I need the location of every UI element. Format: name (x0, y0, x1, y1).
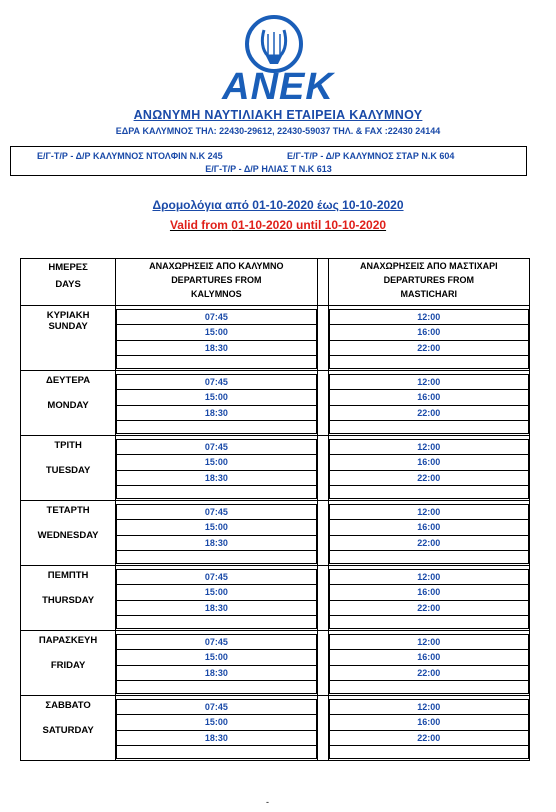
day-en: WEDNESDAY (37, 530, 99, 541)
brand-name: ANEK (222, 66, 334, 108)
header-days (21, 259, 116, 306)
departure-time: 15:00 (117, 325, 315, 340)
company-name: ΑΝΩΝΥΜΗ ΝΑΥΤΙΛΙΑΚΗ ΕΤΑΙΡΕΙΑ ΚΑΛΥΜΝΟΥ (133, 108, 423, 122)
departure-time: 12:00 (330, 700, 528, 715)
table-row (21, 566, 530, 631)
blank-slot (330, 551, 528, 564)
departure-time: 12:00 (330, 440, 528, 455)
gap-cell (317, 306, 328, 371)
footer-mark: - (266, 797, 269, 807)
departure-time: 22:00 (330, 341, 528, 356)
blank-slot (117, 681, 315, 694)
departure-time: 18:30 (117, 406, 315, 421)
blank-slot (117, 551, 315, 564)
table-row (21, 306, 530, 371)
departure-time: 18:30 (117, 536, 315, 551)
day-gr: ΤΕΤΑΡΤΗ (46, 505, 90, 516)
company-address: ΕΔΡΑ ΚΑΛΥΜΝΟΣ ΤΗΛ: 22430-29612, 22430-59037 ΤΗΛ. & FAX :22430 24144 (115, 126, 441, 136)
header-kalymnos (116, 259, 317, 306)
gap-cell (317, 371, 328, 436)
departure-time: 18:30 (117, 731, 315, 746)
mastichari-times (328, 696, 529, 761)
day-gr: ΤΡΙΤΗ (54, 440, 82, 451)
departure-time: 07:45 (117, 375, 315, 390)
gap-cell (317, 436, 328, 501)
day-cell (21, 436, 116, 501)
blank-slot (117, 486, 315, 499)
departure-time: 22:00 (330, 536, 528, 551)
day-gr: ΠΑΡΑΣΚΕΥΗ (38, 635, 98, 646)
blank-slot (330, 681, 528, 694)
blank-slot (117, 356, 315, 369)
blank-slot (330, 486, 528, 499)
departure-time: 16:00 (330, 520, 528, 535)
departure-time: 12:00 (330, 570, 528, 585)
day-en: MONDAY (47, 400, 89, 411)
departure-time: 15:00 (117, 715, 315, 730)
header-days-en: DAYS (55, 279, 81, 290)
day-en: SATURDAY (42, 725, 94, 736)
gap-cell (317, 501, 328, 566)
departure-time: 15:00 (117, 455, 315, 470)
departure-time: 22:00 (330, 406, 528, 421)
blank-slot (330, 356, 528, 369)
mastichari-times (328, 436, 529, 501)
departure-time: 12:00 (330, 635, 528, 650)
mastichari-times (328, 501, 529, 566)
vessel-2: Ε/Γ-Τ/Ρ - Δ/Ρ ΚΑΛΥΜΝΟΣ ΣΤΑΡ Ν.Κ 604 (287, 151, 455, 161)
departure-time: 12:00 (330, 505, 528, 520)
departure-time: 22:00 (330, 666, 528, 681)
departure-time: 07:45 (117, 440, 315, 455)
kalymnos-times (116, 436, 317, 501)
header-mastichari-gr: ΑΝΑΧΩΡΗΣΕΙΣ ΑΠΟ ΜΑΣΤΙΧΑΡΙ (359, 261, 498, 271)
header-days-gr: ΗΜΕΡΕΣ (48, 262, 88, 273)
vessel-1: Ε/Γ-Τ/Ρ - Δ/Ρ ΚΑΛΥΜΝΟΣ ΝΤΟΛΦΙΝ Ν.Κ 245 (37, 151, 223, 161)
day-gr: ΔΕΥΤΕΡΑ (46, 375, 91, 386)
departure-time: 16:00 (330, 455, 528, 470)
kalymnos-times (116, 501, 317, 566)
departure-time: 15:00 (117, 520, 315, 535)
schedule-title: Δρομολόγια από 01-10-2020 έως 10-10-2020 (152, 198, 404, 212)
header-mastichari-en: DEPARTURES FROM MASTICHARI (383, 275, 474, 299)
day-en: TUESDAY (45, 465, 91, 476)
day-cell (21, 566, 116, 631)
schedule-table (20, 258, 530, 761)
departure-time: 16:00 (330, 585, 528, 600)
departure-time: 15:00 (117, 585, 315, 600)
gap-cell (317, 631, 328, 696)
vessel-3: Ε/Γ-Τ/Ρ - Δ/Ρ ΗΛΙΑΣ Τ Ν.Κ 613 (205, 164, 332, 174)
day-gr: ΣΑΒΒΑΤΟ (45, 700, 91, 711)
gap-cell (317, 566, 328, 631)
mastichari-times (328, 371, 529, 436)
table-row (21, 631, 530, 696)
departure-time: 07:45 (117, 310, 315, 325)
kalymnos-times (116, 566, 317, 631)
departure-time: 07:45 (117, 570, 315, 585)
vessels-box (10, 146, 527, 176)
table-row (21, 501, 530, 566)
lyre-logo-icon (244, 14, 304, 74)
departure-time: 15:00 (117, 650, 315, 665)
departure-time: 12:00 (330, 375, 528, 390)
gap-cell (317, 696, 328, 761)
header-kalymnos-gr: ΑΝΑΧΩΡΗΣΕΙΣ ΑΠΟ ΚΑΛΥΜΝΟ (149, 261, 284, 271)
departure-time: 16:00 (330, 650, 528, 665)
header-mastichari (328, 259, 529, 306)
departure-time: 18:30 (117, 341, 315, 356)
day-cell (21, 696, 116, 761)
mastichari-times (328, 631, 529, 696)
blank-slot (117, 746, 315, 759)
kalymnos-times (116, 306, 317, 371)
header-gap (317, 259, 328, 306)
kalymnos-times (116, 371, 317, 436)
blank-slot (330, 746, 528, 759)
departure-time: 18:30 (117, 601, 315, 616)
departure-time: 07:45 (117, 635, 315, 650)
mastichari-times (328, 306, 529, 371)
table-row (21, 436, 530, 501)
day-gr: ΚΥΡΙΑΚΗ (46, 310, 90, 321)
valid-prefix: Valid from (169, 218, 228, 232)
departure-time: 12:00 (330, 310, 528, 325)
departure-time: 07:45 (117, 505, 315, 520)
day-cell (21, 371, 116, 436)
valid-dates (0, 218, 556, 232)
blank-slot (117, 616, 315, 629)
departure-time: 16:00 (330, 390, 528, 405)
day-en: FRIDAY (50, 660, 86, 671)
day-cell (21, 306, 116, 371)
blank-slot (117, 421, 315, 434)
departure-time: 18:30 (117, 666, 315, 681)
kalymnos-times (116, 696, 317, 761)
departure-time: 22:00 (330, 601, 528, 616)
day-en: THURSDAY (42, 595, 95, 606)
departure-time: 15:00 (117, 390, 315, 405)
day-cell (21, 631, 116, 696)
header-kalymnos-en: DEPARTURES FROM KALYMNOS (171, 275, 262, 299)
blank-slot (330, 421, 528, 434)
departure-time: 16:00 (330, 715, 528, 730)
blank-slot (330, 616, 528, 629)
departure-time: 22:00 (330, 731, 528, 746)
valid-dates-text: 01-10-2020 until 10-10-2020 (231, 218, 387, 232)
day-cell (21, 501, 116, 566)
table-row (21, 696, 530, 761)
departure-time: 22:00 (330, 471, 528, 486)
table-row (21, 371, 530, 436)
kalymnos-times (116, 631, 317, 696)
departure-time: 07:45 (117, 700, 315, 715)
departure-time: 18:30 (117, 471, 315, 486)
day-en: SUNDAY (48, 321, 88, 332)
departure-time: 16:00 (330, 325, 528, 340)
mastichari-times (328, 566, 529, 631)
day-gr: ΠΕΜΠΤΗ (47, 570, 89, 581)
